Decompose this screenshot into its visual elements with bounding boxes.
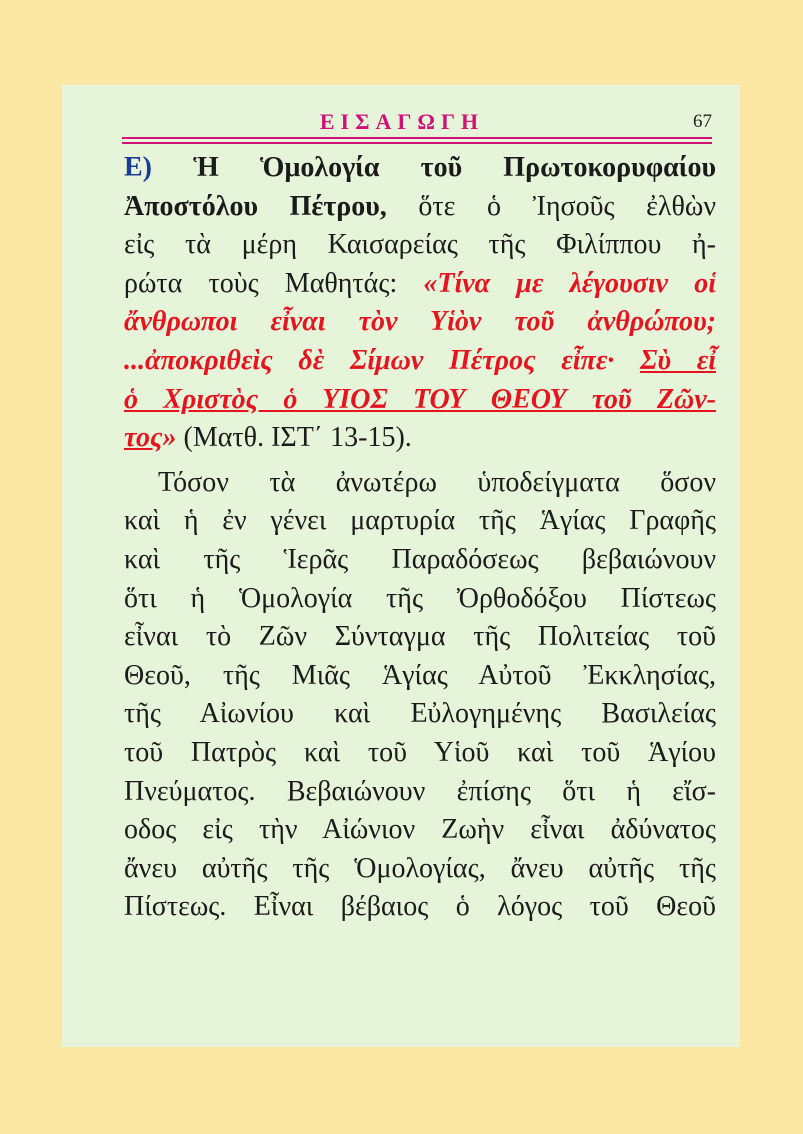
intro-line-2 <box>124 188 716 227</box>
quote-close: » <box>162 422 177 454</box>
paragraph-line: οδος εἰς τὴν Αἰώνιον Ζωὴν εἶναι ἀδύνατος <box>124 814 716 846</box>
running-header <box>122 109 712 139</box>
intro-line-1 <box>124 149 716 188</box>
intro-line-4 <box>124 265 716 304</box>
page-number: 67 <box>693 111 712 132</box>
paragraph-line: ἄνευ αὐτῆς τῆς Ὁμολογίας, ἄνευ αὐτῆς τῆς <box>124 852 716 884</box>
intro-line-3: εἰς τὰ μέρη Καισαρείας τῆς Φιλίππου ἠ- <box>124 229 716 261</box>
confession-quote: τος <box>124 422 163 454</box>
header-title: ΕΙΣΑΓΩΓΗ <box>319 109 485 134</box>
scripture-reference: (Ματθ. ΙΣΤ΄ 13-15). <box>183 422 412 454</box>
section-label: Ε) <box>124 152 152 183</box>
section-heading-part-1: Ἡ Ὁμολογία τοῦ Πρωτοκορυφαίου <box>193 152 717 183</box>
intro-text: ὅτε ὁ Ἰησοῦς ἐλθὼν <box>418 190 717 222</box>
paragraph-line: τῆς Αἰωνίου καὶ Εὐλογημένης Βασιλείας <box>124 698 716 730</box>
confession-quote-line: ὁ Χριστὸς ὁ ΥΙΟΣ ΤΟΥ ΘΕΟΥ τοῦ Ζῶν- <box>124 383 716 415</box>
intro-line-8 <box>124 419 716 458</box>
page-body <box>124 149 716 927</box>
header-rule-top <box>122 137 712 139</box>
paragraph-line: Θεοῦ, τῆς Μιᾶς Ἁγίας Αὐτοῦ Ἐκκλησίας, <box>124 659 716 691</box>
paragraph-line: Τόσον τὰ ἀνωτέρω ὑποδείγματα ὅσον <box>158 466 716 498</box>
gospel-quote: «Τίνα με λέγουσιν οἱ <box>423 267 716 299</box>
paragraph-line: καὶ ἡ ἐν γένει μαρτυρία τῆς Ἁγίας Γραφῆς <box>124 505 716 537</box>
section-heading-part-2: Ἀποστόλου Πέτρου, <box>124 190 387 222</box>
paragraph-line: καὶ τῆς Ἱερᾶς Παραδόσεως βεβαιώνουν <box>124 543 716 575</box>
confession-quote: Σὺ εἶ <box>640 344 717 376</box>
intro-line-6 <box>124 342 716 381</box>
gospel-quote-line: ἄνθρωποι εἶναι τὸν Υἱὸν τοῦ ἀνθρώπου; <box>124 306 716 338</box>
header-rule-bottom <box>122 142 712 144</box>
paragraph-line: Πίστεως. Εἶναι βέβαιος ὁ λόγος τοῦ Θεοῦ <box>124 891 716 923</box>
book-page <box>62 85 740 1047</box>
paragraph-line: εἶναι τὸ Ζῶν Σύνταγμα τῆς Πολιτείας τοῦ <box>124 621 716 653</box>
paragraph-line: Πνεύματος. Βεβαιώνουν ἐπίσης ὅτι ἡ εἴσ- <box>124 775 716 807</box>
paragraph-line: ὅτι ἡ Ὁμολογία τῆς Ὀρθοδόξου Πίστεως <box>124 582 716 614</box>
gospel-quote: ...ἀποκριθεὶς δὲ Σίμων Πέτρος εἶπε· <box>124 344 615 376</box>
paragraph-line: τοῦ Πατρὸς καὶ τοῦ Υἱοῦ καὶ τοῦ Ἁγίου <box>124 736 716 768</box>
intro-text: ρώτα τοὺς Μαθητάς: <box>124 267 398 299</box>
